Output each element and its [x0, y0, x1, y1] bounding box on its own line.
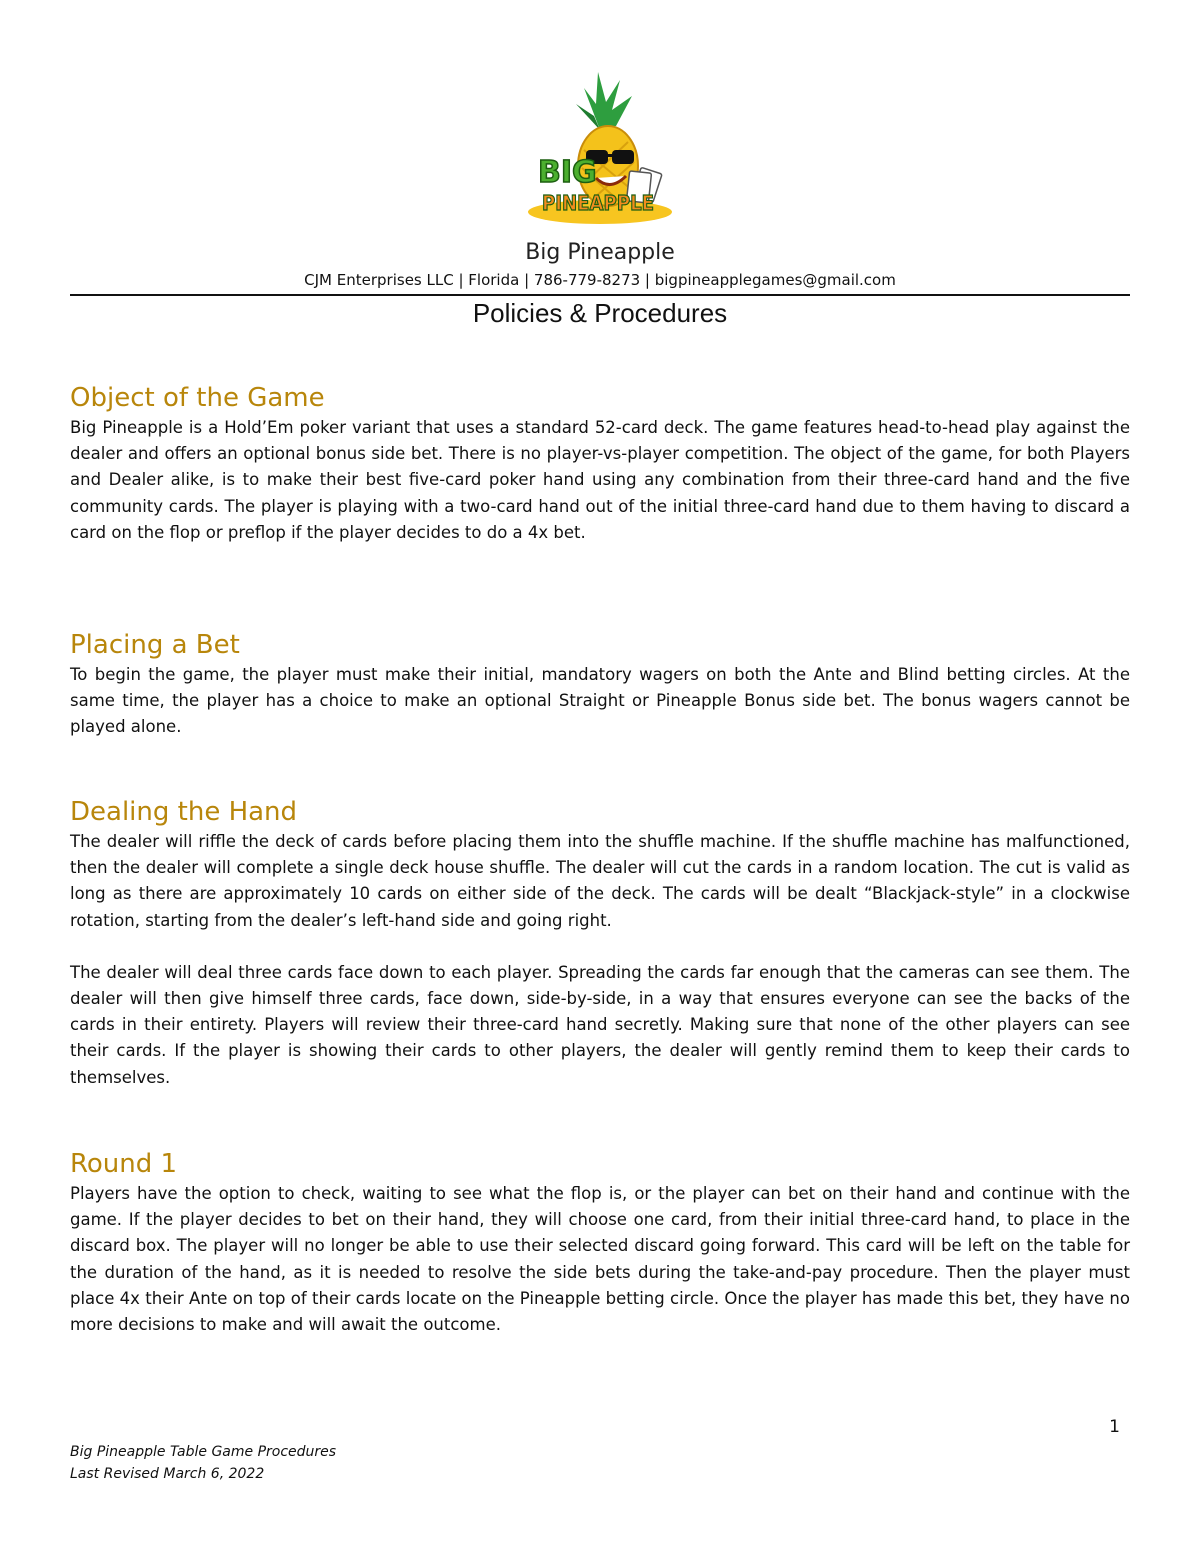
footer-doc-name: Big Pineapple Table Game Procedures: [70, 1444, 337, 1460]
section-object-of-the-game: [70, 381, 1130, 546]
page-number: 1: [1109, 1417, 1120, 1437]
section-round-1: [70, 1147, 1130, 1338]
page-footer: [70, 1441, 336, 1485]
document-title: Policies & Procedures: [472, 298, 728, 328]
company-name: Big Pineapple: [525, 240, 675, 265]
logo-text-big: BIG: [538, 155, 597, 190]
section-paragraph: To begin the game, the player must make their initial, mandatory wagers on both the Ante and Blind betting circles. At the same time, the player has a choice to make an optional Straight or Pineapple Bonus side bet. The bonus wagers cannot be played alone.: [70, 665, 1130, 737]
header-divider: [70, 294, 1130, 296]
section-paragraph: Players have the option to check, waiting to see what the flop is, or the player can bet on their hand and continue with the game. If the player decides to bet on their hand, they will choose one card, from their initial three-card hand, to place in the discard box. The player will no longer be able to use their selected discard going forward. This card will be left on the table for the duration of the hand, as it is needed to resolve the side bets during the take-and-pay procedure. Then the player must place 4x their Ante on top of their cards locate on the Pineapple betting circle. Once the player has made this bet, they have no more decisions to make and will await the outcome.: [70, 1184, 1130, 1335]
section-heading: Dealing the Hand: [70, 797, 298, 827]
section-heading: Object of the Game: [70, 383, 325, 413]
section-paragraph: The dealer will deal three cards face down to each player. Spreading the cards far enough that the cameras can see them. The dealer will then give himself three cards, face down, side-by-side, in a way that ensures everyone can see the backs of the cards in their entirety. Players will review their three-card hand secretly. Making sure that none of the other players can see their cards. If the player is showing their cards to other players, the dealer will gently remind them to keep their cards to themselves.: [70, 962, 1130, 1087]
section-paragraph: The dealer will riffle the deck of cards before placing them into the shuffle machine. If the shuffle machine has malfunctioned, then the dealer will complete a single deck house shuffle. The dealer will cut the cards in a random location. The cut is valid as long as there are approximately 10 cards on either side of the deck. The cards will be dealt “Blackjack-style” in a clockwise rotation, starting from the dealer’s left-hand side and going right.: [70, 832, 1130, 930]
section-dealing-the-hand: [70, 795, 1130, 1091]
section-heading: Placing a Bet: [70, 630, 240, 660]
section-paragraph: Big Pineapple is a Hold’Em poker variant that uses a standard 52-card deck. The game features head-to-head play against the dealer and offers an optional bonus side bet. There is no player-vs-player competition. The object of the game, for both Players and Dealer alike, is to make their best five-card poker hand using any combination from their three-card hand and the five community cards. The player is playing with a two-card hand out of the initial three-card hand due to them having to discard a card on the flop or preflop if the player decides to do a 4x bet.: [70, 418, 1130, 542]
section-heading: Round 1: [70, 1149, 178, 1179]
section-placing-a-bet: [70, 628, 1130, 741]
big-pineapple-logo: [524, 70, 676, 230]
footer-revision-date: Last Revised March 6, 2022: [70, 1466, 265, 1482]
logo-text-pineapple: PINEAPPLE: [542, 191, 654, 215]
company-contact-info: CJM Enterprises LLC | Florida | 786-779-8273 | bigpineapplegames@gmail.com: [304, 271, 896, 289]
